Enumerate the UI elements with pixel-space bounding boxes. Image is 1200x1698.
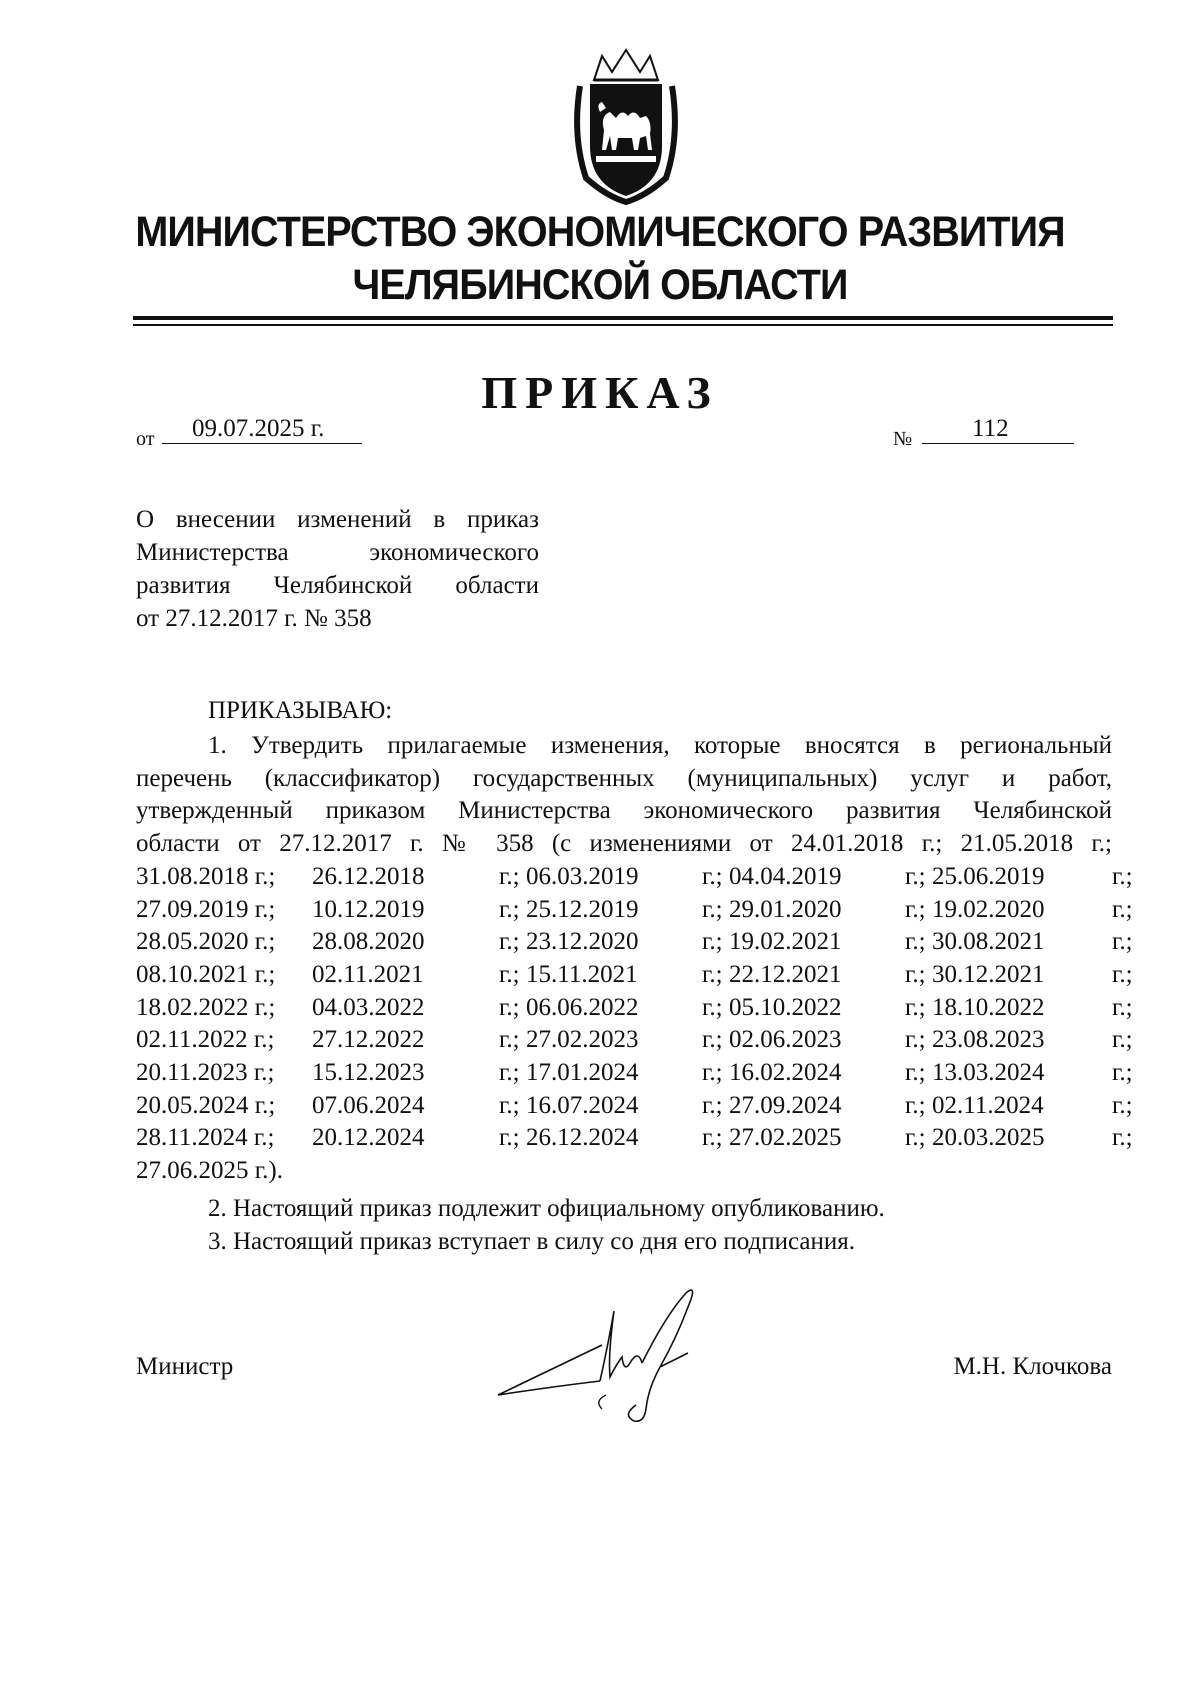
amendment-date-cell: г.; — [1112, 993, 1133, 1021]
amendment-date-cell: 17.01.2024 — [526, 1059, 639, 1087]
subject-line: О внесении изменений в приказ — [136, 506, 539, 533]
amendment-date-cell: г.; — [905, 1026, 926, 1054]
amendment-date-cell: 20.05.2024 г.; — [136, 1091, 276, 1119]
amendment-date-cell: г.; — [905, 1124, 926, 1152]
amendment-date-cell: 02.11.2024 — [932, 1091, 1044, 1119]
amendment-date-cell: г.; — [1112, 1124, 1133, 1152]
document-type-title: ПРИКАЗ — [481, 367, 719, 418]
subject-line: от 27.12.2017 г. № 358 — [136, 605, 372, 632]
amendment-date-cell: г.; — [499, 1059, 520, 1087]
amendment-date-cell: г.; — [702, 1124, 723, 1152]
amendment-date-cell: 02.11.2022 г.; — [136, 1026, 275, 1054]
item-2-paragraph: 2. Настоящий приказ подлежит официальному опубликованию. — [208, 1195, 885, 1222]
item-1-closing: 27.06.2025 г.). — [136, 1157, 284, 1185]
amendment-date-cell: 02.11.2021 — [312, 960, 424, 988]
amendment-date-cell: г.; — [702, 1059, 723, 1087]
amendment-date-cell: г.; — [905, 895, 926, 923]
signatory-name: М.Н. Клочкова — [953, 1353, 1112, 1380]
amendment-date-cell: 20.11.2023 г.; — [136, 1059, 275, 1087]
header-divider-thick — [133, 316, 1113, 320]
amendment-date-cell: г.; — [1112, 1026, 1133, 1054]
item-1-line: утвержденный приказом Министерства экономического развития Челябинской — [136, 797, 1112, 825]
amendment-date-cell: 27.09.2019 г.; — [136, 895, 276, 923]
amendment-date-cell: 23.08.2023 — [932, 1026, 1045, 1054]
amendment-date-cell: 26.12.2024 — [526, 1124, 639, 1152]
amendment-date-cell: 29.01.2020 — [729, 895, 842, 923]
signature-icon — [490, 1285, 740, 1430]
item-1-line: перечень (классификатор) государственных (муниципальных) услуг и работ, — [136, 764, 1112, 792]
amendment-date-cell: 23.12.2020 — [526, 928, 639, 956]
order-number: 112 — [922, 415, 1074, 444]
amendment-dates-list — [136, 861, 1133, 1155]
amendment-date-cell: г.; — [702, 960, 723, 988]
amendment-date-cell: г.; — [499, 1091, 520, 1119]
order-subject — [136, 503, 539, 635]
signatory-role: Министр — [136, 1353, 234, 1380]
amendment-date-cell: 08.10.2021 г.; — [136, 960, 276, 988]
amendment-date-cell: 27.12.2022 — [312, 1026, 425, 1054]
amendment-date-cell: 13.03.2024 — [932, 1059, 1045, 1087]
amendment-date-cell: г.; — [702, 928, 723, 956]
header-divider-thin — [133, 324, 1113, 326]
amendment-date-cell: г.; — [905, 1091, 926, 1119]
ministry-title-line1: МИНИСТЕРСТВО ЭКОНОМИЧЕСКОГО РАЗВИТИЯ — [135, 208, 1065, 256]
order-word: ПРИКАЗЫВАЮ: — [208, 697, 393, 724]
amendment-date-cell: 06.03.2019 — [526, 862, 639, 890]
ministry-title-line2: ЧЕЛЯБИНСКОЙ ОБЛАСТИ — [352, 261, 848, 309]
amendment-date-cell: г.; — [1112, 1059, 1133, 1087]
amendment-date-cell: г.; — [905, 928, 926, 956]
amendment-date-cell: 19.02.2021 — [729, 928, 842, 956]
item-3-paragraph: 3. Настоящий приказ вступает в силу со дня его подписания. — [208, 1228, 856, 1255]
amendment-date-cell: г.; — [1112, 1091, 1133, 1119]
amendment-date-cell: г.; — [1112, 895, 1133, 923]
amendment-date-cell: г.; — [702, 1026, 723, 1054]
amendment-date-cell: 20.03.2025 — [932, 1124, 1045, 1152]
number-label: № — [893, 428, 913, 450]
amendment-date-cell: 31.08.2018 г.; — [136, 862, 276, 890]
amendment-date-cell: г.; — [499, 862, 520, 890]
amendment-date-cell: г.; — [499, 993, 520, 1021]
amendment-date-cell: 30.08.2021 — [932, 928, 1045, 956]
amendment-date-cell: 15.11.2021 — [526, 960, 638, 988]
amendment-date-cell: г.; — [499, 895, 520, 923]
amendment-date-cell: г.; — [702, 895, 723, 923]
amendment-date-cell: г.; — [905, 960, 926, 988]
amendment-date-cell: г.; — [702, 1091, 723, 1119]
amendment-date-cell: 27.02.2025 — [729, 1124, 842, 1152]
amendment-date-cell: 27.09.2024 — [729, 1091, 842, 1119]
item-1-paragraph — [136, 730, 1133, 1188]
amendment-date-cell: 25.06.2019 — [932, 862, 1045, 890]
subject-line: Министерства экономического — [136, 539, 539, 566]
amendment-date-cell: 25.12.2019 — [526, 895, 639, 923]
amendment-date-cell: г.; — [905, 993, 926, 1021]
amendment-date-cell: 04.03.2022 — [312, 993, 425, 1021]
coat-of-arms-icon — [566, 46, 686, 206]
amendment-date-cell: г.; — [905, 1059, 926, 1087]
amendment-date-cell: 26.12.2018 — [312, 862, 425, 890]
amendment-date-cell: 18.10.2022 — [932, 993, 1045, 1021]
amendment-date-cell: 22.12.2021 — [729, 960, 842, 988]
amendment-date-cell: 04.04.2019 — [729, 862, 842, 890]
amendment-date-cell: г.; — [499, 928, 520, 956]
amendment-date-cell: г.; — [499, 1124, 520, 1152]
amendment-date-cell: 28.05.2020 г.; — [136, 928, 276, 956]
amendment-date-cell: г.; — [702, 862, 723, 890]
amendment-date-cell: 06.06.2022 — [526, 993, 639, 1021]
amendment-date-cell: г.; — [905, 862, 926, 890]
amendment-date-cell: 27.02.2023 — [526, 1026, 639, 1054]
amendment-date-cell: г.; — [499, 1026, 520, 1054]
amendment-date-cell: г.; — [1112, 928, 1133, 956]
amendment-date-cell: 15.12.2023 — [312, 1059, 425, 1087]
amendment-date-cell: 19.02.2020 — [932, 895, 1045, 923]
amendment-date-cell: 28.08.2020 — [312, 928, 425, 956]
amendment-date-cell: г.; — [499, 960, 520, 988]
item-1-line: 1. Утвердить прилагаемые изменения, которые вносятся в региональный — [208, 732, 1112, 759]
amendment-date-cell: г.; — [1112, 862, 1133, 890]
amendment-date-cell: 07.06.2024 — [312, 1091, 425, 1119]
amendment-date-cell: 02.06.2023 — [729, 1026, 842, 1054]
amendment-date-cell: 10.12.2019 — [312, 895, 425, 923]
amendment-date-cell: 16.07.2024 — [526, 1091, 639, 1119]
date-label: от — [136, 428, 155, 450]
amendment-date-cell: 18.02.2022 г.; — [136, 993, 276, 1021]
amendment-date-cell: 16.02.2024 — [729, 1059, 842, 1087]
amendment-date-cell: г.; — [702, 993, 723, 1021]
order-date: 09.07.2025 г. — [162, 415, 362, 444]
amendment-date-cell: 20.12.2024 — [312, 1124, 425, 1152]
amendment-date-cell: г.; — [1112, 960, 1133, 988]
amendment-date-cell: 05.10.2022 — [729, 993, 842, 1021]
subject-line: развития Челябинской области — [136, 572, 539, 599]
item-1-line: области от 27.12.2017 г. № 358 (с изменениями от 24.01.2018 г.; 21.05.2018 г.; — [136, 830, 1112, 858]
amendment-date-cell: 30.12.2021 — [932, 960, 1045, 988]
amendment-date-cell: 28.11.2024 г.; — [136, 1124, 275, 1152]
